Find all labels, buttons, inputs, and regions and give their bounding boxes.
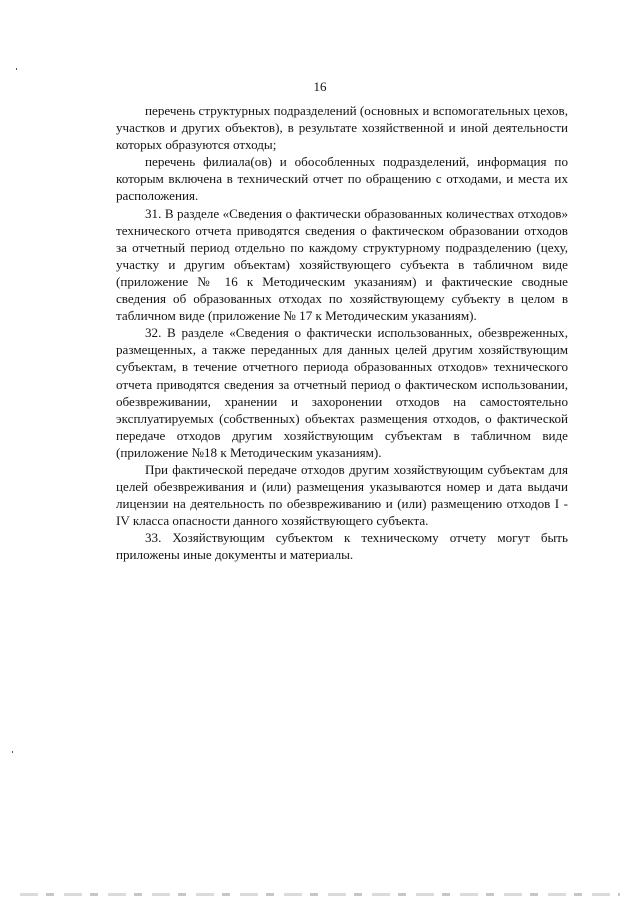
document-body xyxy=(116,102,568,564)
paragraph-clause-33: 33. Хозяйствующим субъектом к техническому отчету могут быть приложены иные документы и материалы. xyxy=(116,530,568,563)
scan-bottom-edge xyxy=(20,893,620,896)
paragraph-license-info: При фактической передаче отходов другим хозяйствующим субъектам для целей обезвреживания и (или) размещения указываются номер и дата выдачи лицензии на деятельность по обезвреживанию и (или) размещению отходов I - IV класса опасности данного хозяйствующего субъекта. xyxy=(116,461,568,529)
scan-artifact-mark xyxy=(16,68,17,70)
paragraph-subdivisions-list: перечень структурных подразделений (основных и вспомогательных цехов, участков и других объектов), в результате хозяйственной и иной деятельности которых образуются отходы; xyxy=(116,103,568,153)
paragraph-clause-31: 31. В разделе «Сведения о фактически образованных количествах отходов» технического отчета приводятся сведения о фактическом образовании отходов за отчетный период отдельно по каждому структурному подразделению (цеху, участку и другим объектам) хозяйствующего субъекта в табличном виде (приложение № 16 к Методическим указаниям) и фактические сводные сведения об образованных отходах по хозяйствующему субъекту в целом в табличном виде (приложение № 17 к Методическим указаниям). xyxy=(116,205,568,324)
paragraph-branches-list: перечень филиала(ов) и обособленных подразделений, информация по которым включена в технический отчет по обращению с отходами, и места их расположения. xyxy=(116,154,568,204)
scan-artifact-mark xyxy=(12,751,13,753)
page-number: 16 xyxy=(313,79,327,94)
paragraph-clause-32: 32. В разделе «Сведения о фактически использованных, обезвреженных, размещенных, а также переданных для данных целей другим хозяйствующим субъектам, в течение отчетного периода образованных отходов» технического отчета приводятся сведения за отчетный период о фактическом использовании, обезвреживании, хранении и захоронении отходов на самостоятельно эксплуатируемых (собственных) объектах размещения отходов, о фактической передаче отходов другим хозяйствующим субъектам в табличном виде (приложение №18 к Методическим указаниям). xyxy=(116,325,568,460)
